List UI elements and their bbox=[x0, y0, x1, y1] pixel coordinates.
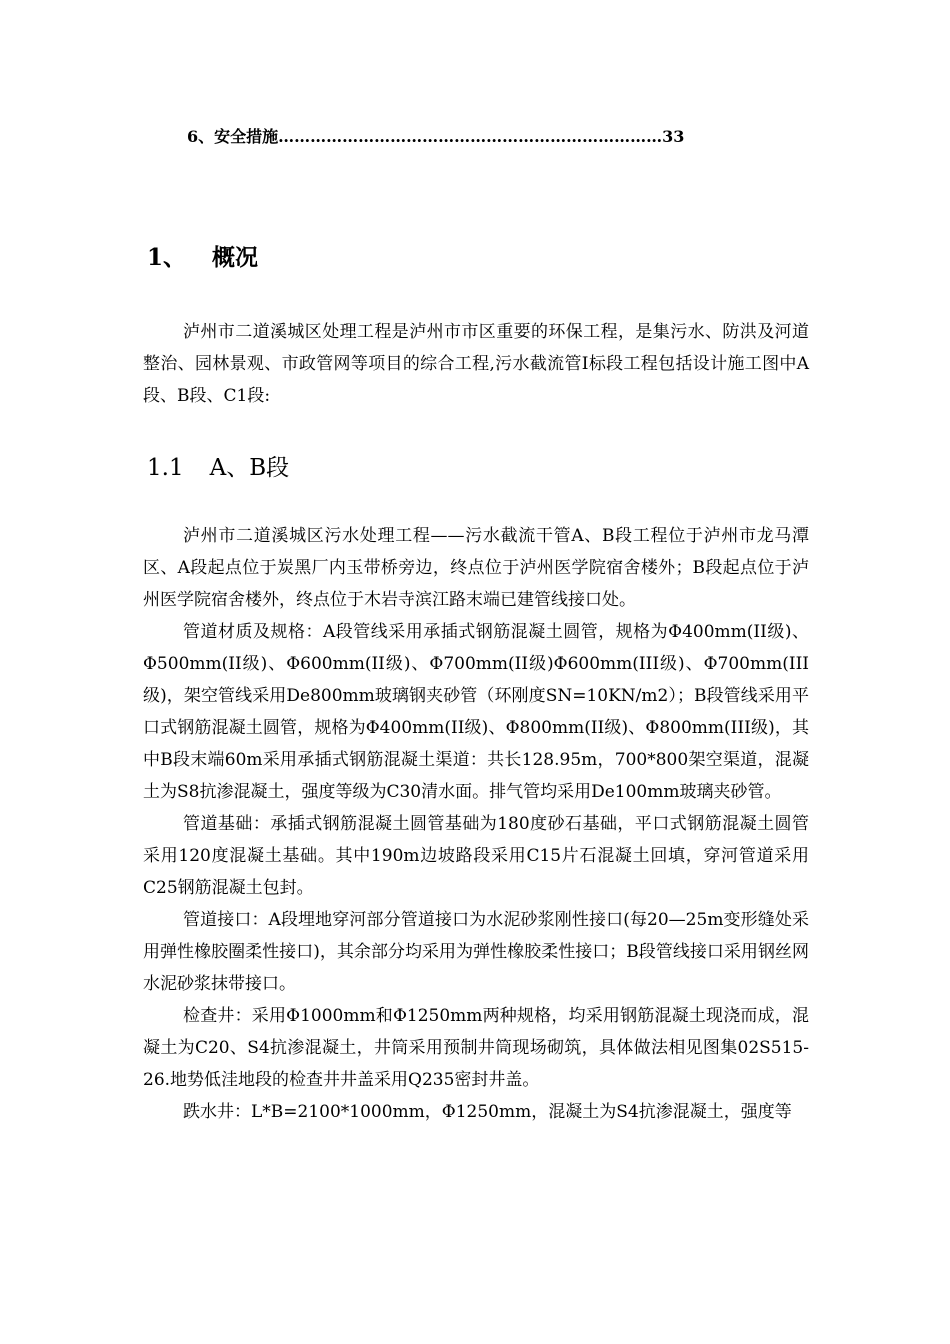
paragraph-joints: 管道接口：A段埋地穿河部分管道接口为水泥砂浆刚性接口(每20—25m变形缝处采用弹性橡胶圈柔性接口)，其余部分均采用为弹性橡胶柔性接口；B段管线接口采用钢丝网水泥砂浆抹带接口。 bbox=[143, 910, 809, 994]
toc-entry[interactable] bbox=[187, 124, 747, 150]
toc-title: 安全措施 bbox=[214, 127, 279, 146]
toc-page-number: 33 bbox=[662, 127, 685, 146]
subsection-title: A、B段 bbox=[209, 455, 290, 481]
paragraph-drop-wells: 跌水井：L*B=2100*1000mm，Φ1250mm，混凝土为S4抗渗混凝土，强度等 bbox=[183, 1102, 792, 1122]
section-title: 概况 bbox=[212, 244, 259, 271]
subsection-number: 1.1 bbox=[147, 455, 184, 481]
section-body bbox=[143, 520, 809, 1128]
subsection-heading bbox=[147, 450, 289, 486]
paragraph-inspection-wells: 检查井：采用Φ1000mm和Φ1250mm两种规格，均采用钢筋混凝土现浇而成，混凝土为C20、S4抗渗混凝土，井筒采用预制井筒现场砌筑，具体做法相见图集02S515-26.地势低洼地段的检查井井盖采用Q235密封井盖。 bbox=[143, 1006, 809, 1090]
paragraph-materials: 管道材质及规格：A段管线采用承插式钢筋混凝土圆管，规格为Φ400mm(II级)、Φ500mm(II级)、Φ600mm(II级)、Φ700mm(II级)Φ600mm(III级)、Φ700mm(III级)，架空管线采用De800mm玻璃钢夹砂管（环刚度SN=10KN/m2）；B段管线采用平口式钢筋混凝土圆管，规格为Φ400mm(II级)、Φ800mm(II级)、Φ800mm(III级)，其中B段末端60m采用承插式钢筋混凝土渠道：共长128.95m，700*800架空渠道，混凝土为S8抗渗混凝土，强度等级为C30清水面。排气管均采用De100mm玻璃夹砂管。 bbox=[143, 622, 809, 802]
section-number: 1、 bbox=[147, 244, 187, 271]
intro-paragraph-block bbox=[143, 316, 809, 412]
paragraph-foundation: 管道基础：承插式钢筋混凝土圆管基础为180度砂石基础，平口式钢筋混凝土圆管采用120度混凝土基础。其中190m边坡路段采用C15片石混凝土回填，穿河管道采用C25钢筋混凝土包封。 bbox=[143, 814, 809, 898]
toc-number: 6、 bbox=[187, 127, 215, 146]
toc-leader-dots: ……………………………………………………………… bbox=[278, 127, 663, 146]
intro-paragraph: 泸州市二道溪城区处理工程是泸州市市区重要的环保工程，是集污水、防洪及河道整治、园林景观、市政管网等项目的综合工程,污水截流管Ⅰ标段工程包括设计施工图中A段、B段、C1段: bbox=[143, 322, 809, 406]
section-heading-1 bbox=[147, 240, 258, 276]
paragraph-location: 泸州市二道溪城区污水处理工程——污水截流干管A、B段工程位于泸州市龙马潭区、A段起点位于炭黑厂内玉带桥旁边，终点位于泸州医学院宿舍楼外；B段起点位于泸州医学院宿舍楼外，终点位于木岩寺滨江路末端已建管线接口处。 bbox=[143, 526, 809, 610]
